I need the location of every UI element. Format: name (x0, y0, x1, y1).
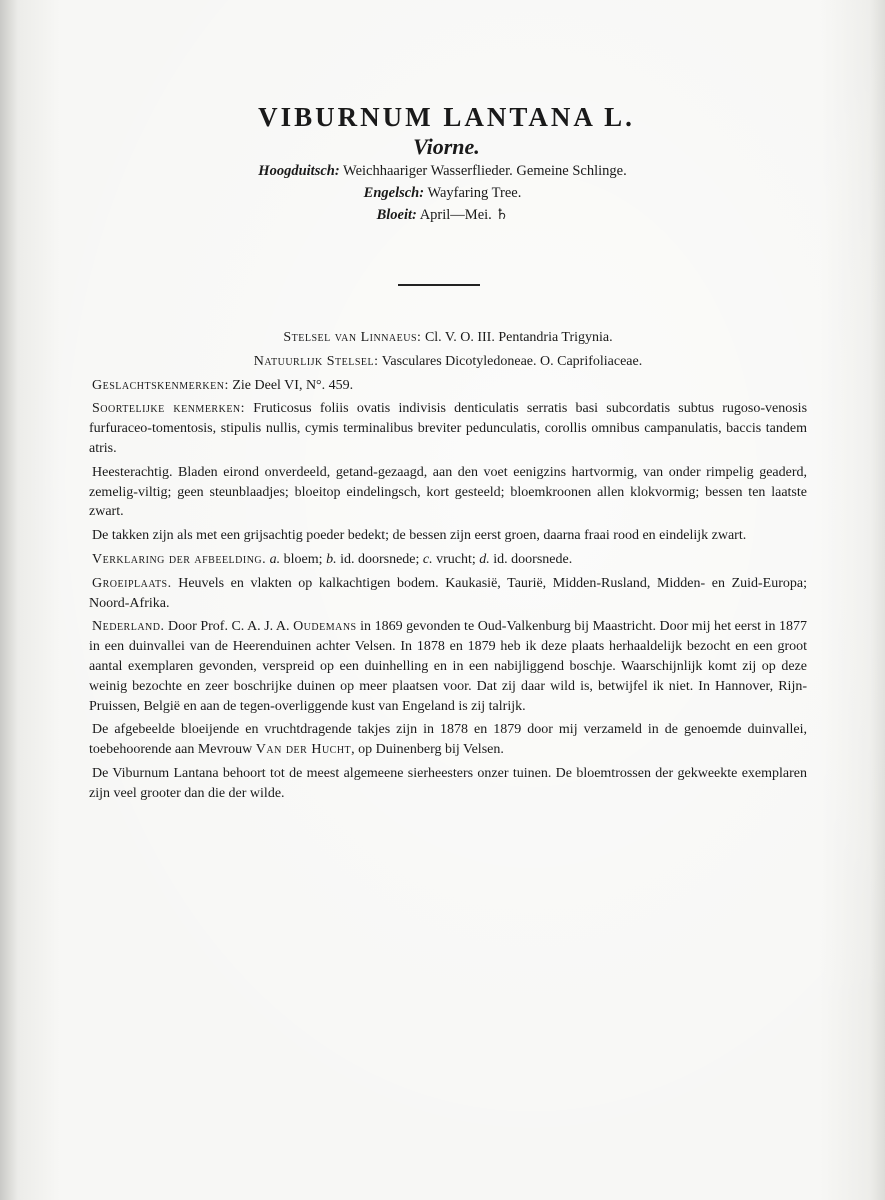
species-value: Fruticosus foliis ovatis indivisis denticulatis serratis basi subcordatis subtus rugoso-venosis furfuraceo-tomentosis, stipulis nullis, cymis terminalibus breviter pedunculatis, corollis omnibus campanulatis, baccis tandem atris. (89, 401, 808, 456)
page-subtitle: Viorne. (413, 134, 480, 159)
figures-owner-name: Van der Hucht (255, 742, 352, 758)
netherlands-person-name: Oudemans (293, 619, 357, 635)
netherlands-text-start: Door Prof. C. A. J. A. (168, 619, 290, 635)
figure-a-letter: a. (269, 551, 281, 567)
german-name-line (0, 160, 885, 182)
natural-system-value: Vasculares Dicotyledoneae. O. Caprifoliaceae. (381, 353, 643, 369)
english-name-line (0, 182, 885, 204)
species-paragraph (89, 399, 807, 458)
garden-paragraph: De Viburnum Lantana behoort tot de meest algemeene sierheesters onzer tuinen. De bloemtrossen der gekweekte exemplaren zijn veel grooter dan die der wilde. (89, 765, 807, 801)
english-value: Wayfaring Tree. (427, 185, 522, 201)
figure-d-letter: d. (479, 551, 490, 567)
figure-legend-line (89, 550, 807, 570)
german-value: Weichhaariger Wasserflieder. Gemeine Schlinge. (343, 163, 627, 179)
bloom-value: April—Mei. ♄ (419, 207, 509, 223)
genus-value: Zie Deel VI, N°. 459. (232, 377, 354, 393)
bloom-label: Bloeit: (376, 207, 417, 223)
natural-system-label: Natuurlijk Stelsel: (253, 353, 379, 369)
netherlands-label: Nederland. (92, 619, 165, 635)
body-text (89, 328, 807, 808)
species-label: Soortelijke kenmerken: (92, 401, 246, 417)
genus-line (89, 376, 807, 396)
description-paragraph: Heesterachtig. Bladen eirond onverdeeld, getand-gezaagd, aan den voet eenigzins hartvormig, van onder rimpelig geaderd, zemelig-viltig; geen steunblaadjes; bloeitop eindelingsch, kort gesteeld; bloemkroonen allen klokvormig; bessen ten laatste zwart. (89, 464, 807, 520)
german-label: Hoogduitsch: (258, 163, 340, 179)
netherlands-text-rest: in 1869 gevonden te Oud-Valkenburg bij Maastricht. Door mij het eerst in 1877 in een duinvallei van de Heerenduinen achter Velsen. In 1878 en 1879 heb ik deze plaats herhaaldelijk bezocht en een groot aantal exemplaren gevonden, verspreid op een duinhelling en in een nabijliggend boschje. Waarschijnlijk komt zij op deze weinig bezochte en zeer boschrijke duinen op meer plaatsen voor. Dat zij daar wild is, betwijfel ik niet. In Hannover, Rijn-Pruissen, België en aan de tegen-overliggende kust van Engeland is zij talrijk. (89, 619, 807, 714)
figure-c-text: vrucht; (436, 551, 476, 567)
natural-system-line (89, 352, 807, 372)
english-label: Engelsch: (363, 185, 425, 201)
genus-label: Geslachtskenmerken: (92, 377, 229, 393)
divider-rule (398, 284, 480, 286)
netherlands-paragraph (89, 617, 807, 716)
bloom-line (0, 204, 885, 226)
linnaeus-label: Stelsel van Linnaeus: (283, 330, 422, 345)
figures-paragraph (89, 720, 807, 760)
figure-legend-label: Verklaring der afbeelding. (92, 551, 267, 567)
branches-paragraph: De takken zijn als met een grijsachtig poeder bedekt; de bessen zijn eerst groen, daarna fraai rood en eindelijk zwart. (92, 528, 747, 544)
figure-d-text: id. doorsnede. (493, 551, 573, 567)
figure-b-text: id. doorsnede; (340, 551, 420, 567)
figures-text-end: , op Duinenberg bij Velsen. (351, 742, 504, 758)
figure-c-letter: c. (422, 551, 433, 567)
figure-b-letter: b. (326, 551, 337, 567)
figure-a-text: bloem; (283, 551, 323, 567)
header (0, 100, 885, 226)
habitat-paragraph (89, 574, 807, 614)
page-title: VIBURNUM LANTANA L. (258, 102, 635, 132)
habitat-value: Heuvels en vlakten op kalkachtigen bodem. Kaukasië, Taurië, Midden-Rusland, Midden- en Zuid-Europa; Noord-Afrika. (89, 575, 807, 611)
linnaeus-value: Cl. V. O. III. Pentandria Trigynia. (424, 330, 613, 345)
linnaeus-line (89, 328, 807, 348)
habitat-label: Groeiplaats. (92, 575, 172, 591)
figures-text-start: De afgebeelde bloeijende en vruchtdragende takjes zijn in 1878 en 1879 door mij verzameld in de genoemde duinvallei, toebehoorende aan Mevrouw (89, 722, 807, 758)
